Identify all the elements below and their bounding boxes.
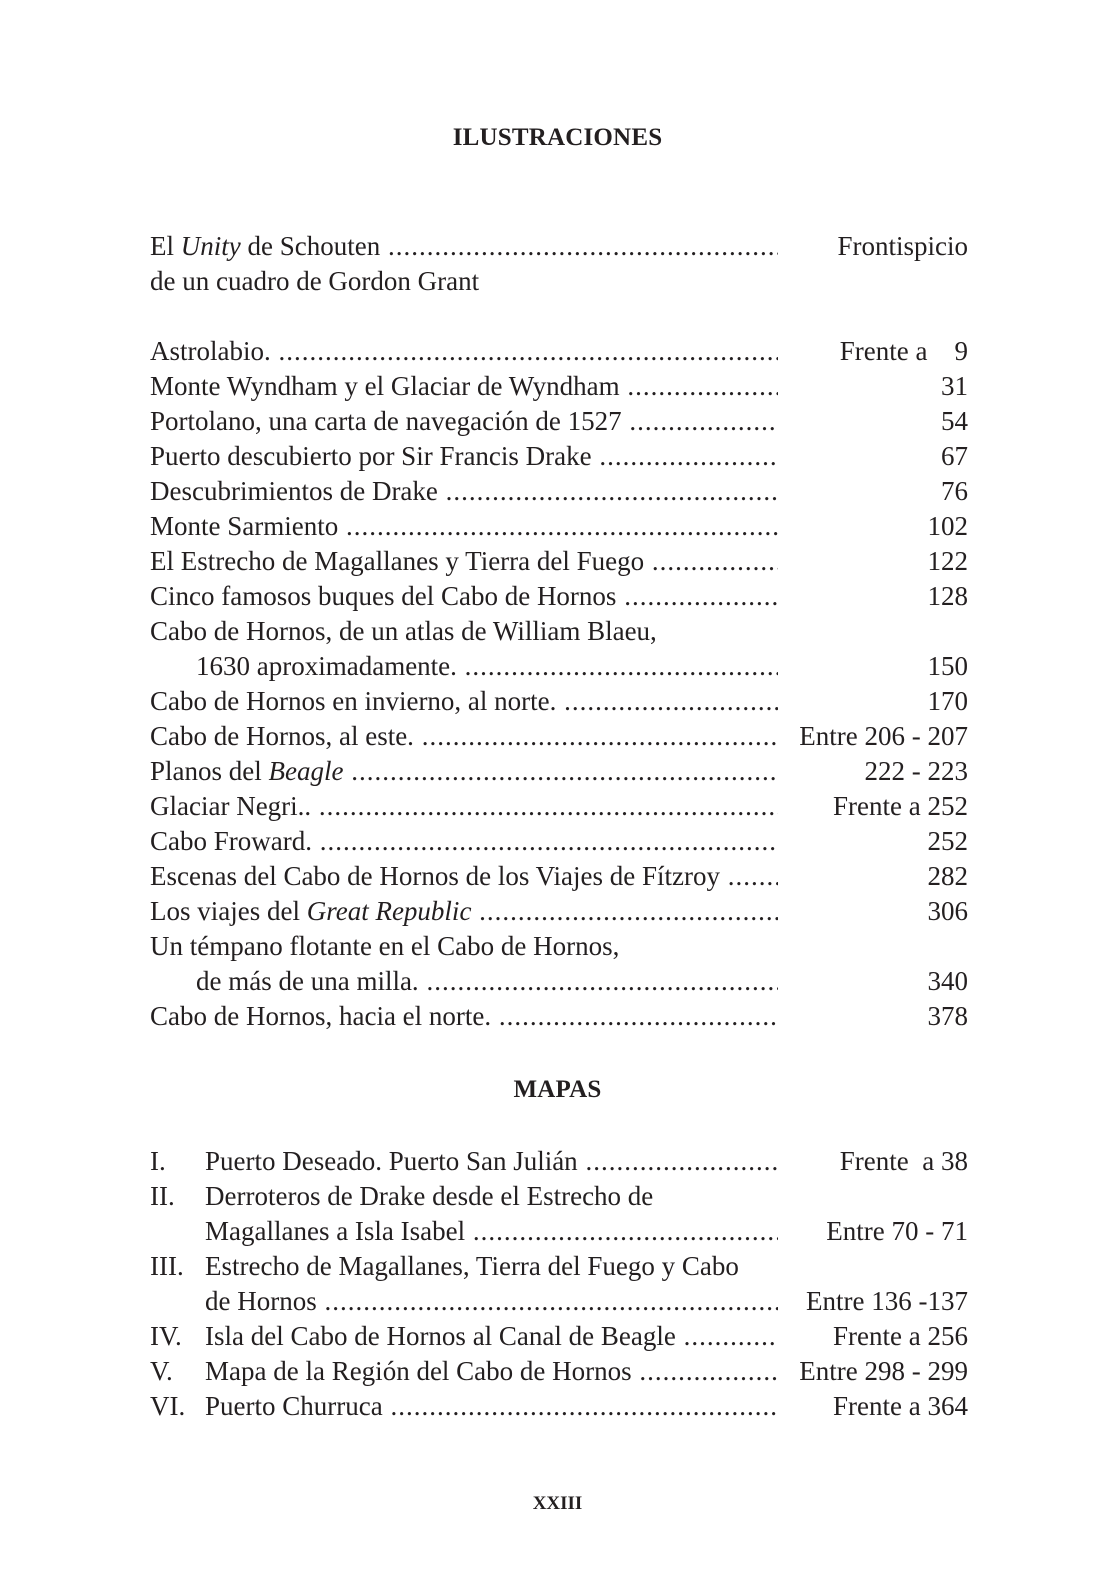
entry-title: Cabo de Hornos, de un atlas de William Blaeu, (150, 616, 657, 646)
entry-title: Portolano, una carta de navegación de 1527 ..... (150, 404, 778, 439)
map-number: I. (150, 1146, 166, 1176)
map-item (150, 1179, 968, 1214)
list-item (150, 579, 968, 614)
entry-page: 306 (927, 896, 968, 926)
page-number: XXIII (532, 1493, 583, 1514)
entry-page: 378 (927, 1001, 968, 1031)
list-item (150, 404, 968, 439)
list-item (150, 894, 968, 929)
list-item (150, 999, 968, 1034)
entry-page: Frente a 9 (839, 336, 968, 366)
map-page: Entre 136 -137 (806, 1286, 968, 1316)
entry-title-continuation: 1630 aproximadamente. ..... (196, 649, 778, 684)
entry-page: 128 (927, 581, 968, 611)
entry-page: 76 (941, 476, 968, 506)
entry-title: Un témpano flotante en el Cabo de Hornos, (150, 931, 620, 961)
map-number: VI. (150, 1391, 186, 1421)
map-title: Derroteros de Drake desde el Estrecho de (205, 1181, 654, 1211)
entry-page: 222 - 223 (864, 756, 968, 786)
map-title: Estrecho de Magallanes, Tierra del Fuego y Cabo (205, 1251, 739, 1281)
entry-title: Monte Wyndham y el Glaciar de Wyndham ..... (150, 369, 778, 404)
list-item (150, 824, 968, 859)
entry-title: Cabo de Hornos, al este. ..... (150, 719, 778, 754)
map-item (150, 1319, 968, 1354)
map-number: II. (150, 1181, 175, 1211)
entry-page: 67 (941, 441, 968, 471)
entry-title: Monte Sarmiento ..... (150, 509, 778, 544)
map-page: Frente a 364 (833, 1391, 968, 1421)
entry-title: Cinco famosos buques del Cabo de Hornos ..... (150, 579, 778, 614)
frontispiece-entry (150, 229, 968, 264)
list-item (150, 614, 968, 649)
entry-title: Cabo de Hornos, hacia el norte. ..... (150, 999, 778, 1034)
map-item (150, 1354, 968, 1389)
entry-title: El Unity de Schouten ..... (150, 229, 778, 264)
list-item (150, 439, 968, 474)
entry-page: 102 (927, 511, 968, 541)
list-item (150, 859, 968, 894)
list-item (150, 929, 968, 964)
entry-title: Descubrimientos de Drake ..... (150, 474, 778, 509)
map-item (150, 1389, 968, 1424)
entry-page: 31 (941, 371, 968, 401)
entry-page: 150 (927, 651, 968, 681)
map-item-continuation (150, 1284, 968, 1319)
list-item (150, 474, 968, 509)
list-item (150, 719, 968, 754)
map-title: Isla del Cabo de Hornos al Canal de Beagle ..... (205, 1319, 778, 1354)
map-number: III. (150, 1251, 184, 1281)
map-title: Puerto Churruca ..... (205, 1389, 778, 1424)
entry-page: 252 (927, 826, 968, 856)
frontispiece-credit: de un cuadro de Gordon Grant (150, 266, 480, 296)
map-page: Frente a 256 (833, 1321, 968, 1351)
entry-title: El Estrecho de Magallanes y Tierra del Fuego ..... (150, 544, 778, 579)
list-item (150, 684, 968, 719)
entry-page: Frente a 252 (833, 791, 968, 821)
entry-title: Cabo de Hornos en invierno, al norte. ..... (150, 684, 778, 719)
map-title-continuation: Magallanes a Isla Isabel ..... (205, 1214, 778, 1249)
list-item (150, 369, 968, 404)
list-item (150, 334, 968, 369)
map-title: Puerto Deseado. Puerto San Julián ..... (205, 1144, 778, 1179)
entry-title: Planos del Beagle ..... (150, 754, 778, 789)
entry-page: 282 (927, 861, 968, 891)
entry-page: 54 (941, 406, 968, 436)
entry-title: Glaciar Negri.. ..... (150, 789, 778, 824)
map-page: Frente a 38 (839, 1146, 968, 1176)
entry-page: Entre 206 - 207 (799, 721, 968, 751)
entry-title: Puerto descubierto por Sir Francis Drake ..... (150, 439, 778, 474)
list-item (150, 509, 968, 544)
map-page: Entre 298 - 299 (799, 1356, 968, 1386)
list-item (150, 754, 968, 789)
list-item-continuation (150, 649, 968, 684)
map-number: V. (150, 1356, 173, 1386)
map-item (150, 1144, 968, 1179)
entry-title: Escenas del Cabo de Hornos de los Viajes de Fítzroy ..... (150, 859, 778, 894)
entry-title: Astrolabio. ..... (150, 334, 778, 369)
map-title: Mapa de la Región del Cabo de Hornos ..... (205, 1354, 778, 1389)
entry-page: 340 (927, 966, 968, 996)
entry-title: Los viajes del Great Republic ..... (150, 894, 778, 929)
entry-page: Frontispicio (837, 231, 968, 261)
map-page: Entre 70 - 71 (826, 1216, 968, 1246)
illustrations-heading: ILUSTRACIONES (452, 124, 663, 151)
map-title-continuation: de Hornos ..... (205, 1284, 778, 1319)
maps-heading: MAPAS (513, 1076, 602, 1103)
entry-page: 122 (927, 546, 968, 576)
list-item (150, 544, 968, 579)
map-item-continuation (150, 1214, 968, 1249)
map-item (150, 1249, 968, 1284)
list-item-continuation (150, 964, 968, 999)
map-number: IV. (150, 1321, 182, 1351)
entry-title-continuation: de más de una milla. ..... (196, 964, 778, 999)
list-item (150, 789, 968, 824)
entry-title: Cabo Froward. ..... (150, 824, 778, 859)
entry-page: 170 (927, 686, 968, 716)
